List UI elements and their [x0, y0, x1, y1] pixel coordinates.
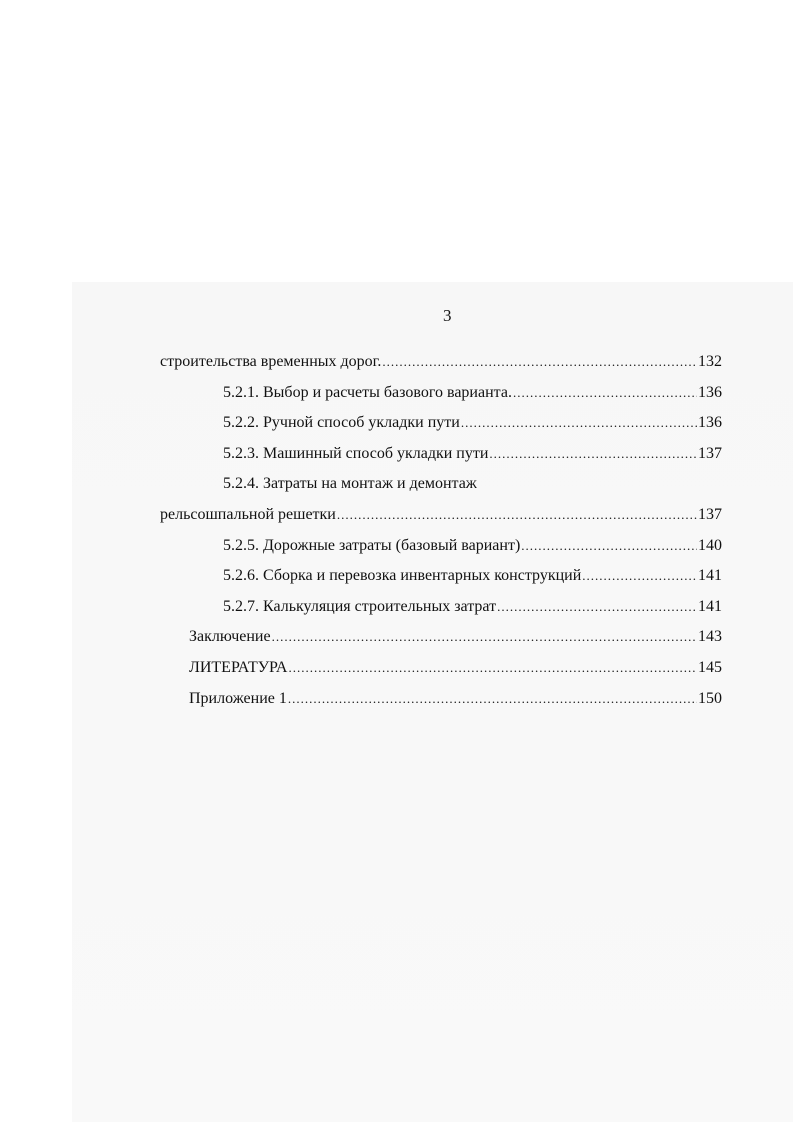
toc-entry [160, 564, 722, 595]
toc-entry-page: 141 [698, 597, 722, 615]
table-of-contents [160, 350, 722, 717]
toc-entry-title: 5.2.7. Калькуляция строительных затрат [223, 597, 497, 615]
toc-entry [160, 503, 722, 534]
toc-leader-dots [582, 564, 697, 588]
toc-leader-dots [461, 411, 697, 435]
toc-entry [160, 381, 722, 412]
toc-entry-title: Приложение 1 [189, 689, 287, 707]
toc-entry [160, 595, 722, 626]
toc-leader-dots [288, 656, 697, 680]
toc-entry [160, 411, 722, 442]
toc-entry [160, 472, 722, 503]
toc-entry-page: 150 [698, 689, 722, 707]
toc-leader-dots [272, 625, 697, 649]
toc-entry-page: 145 [698, 658, 722, 676]
toc-entry-page: 137 [698, 505, 722, 523]
toc-entry-title: 5.2.4. Затраты на монтаж и демонтаж [223, 475, 477, 493]
toc-entry-title: ЛИТЕРАТУРА [189, 658, 288, 676]
toc-entry [160, 442, 722, 473]
toc-entry-title: 5.2.2. Ручной способ укладки пути [223, 414, 460, 432]
toc-leader-dots [288, 687, 697, 711]
toc-entry-page: 132 [698, 353, 722, 370]
toc-entry-page: 136 [698, 383, 722, 401]
toc-entry [160, 350, 722, 381]
toc-entry-page: 137 [698, 444, 722, 462]
toc-leader-dots [489, 442, 697, 466]
toc-entry-page: 141 [698, 567, 722, 585]
toc-entry-page: 140 [698, 536, 722, 554]
toc-entry-page: 136 [698, 414, 722, 432]
toc-entry-title: строительства временных дорог. [160, 353, 382, 370]
toc-entry-title: 5.2.6. Сборка и перевозка инвентарных конструкций [223, 567, 582, 585]
toc-entry [160, 656, 722, 687]
toc-entry [160, 534, 722, 565]
toc-entry-title: 5.2.5. Дорожные затраты (базовый вариант) [223, 536, 521, 554]
toc-entry [160, 687, 722, 718]
toc-leader-dots [497, 595, 697, 619]
toc-leader-dots [521, 534, 697, 558]
toc-entry-title: 5.2.1. Выбор и расчеты базового варианта. [223, 383, 512, 401]
toc-entry [160, 625, 722, 656]
toc-entry-page: 143 [698, 628, 722, 646]
toc-leader-dots [382, 350, 697, 374]
toc-entry-title: Заключение [189, 628, 271, 646]
toc-leader-dots [337, 503, 697, 527]
toc-leader-dots [513, 381, 697, 405]
page-number: 3 [443, 306, 452, 325]
toc-entry-title: 5.2.3. Машинный способ укладки пути [223, 444, 489, 462]
toc-entry-title: рельсошпальной решетки [160, 505, 336, 523]
